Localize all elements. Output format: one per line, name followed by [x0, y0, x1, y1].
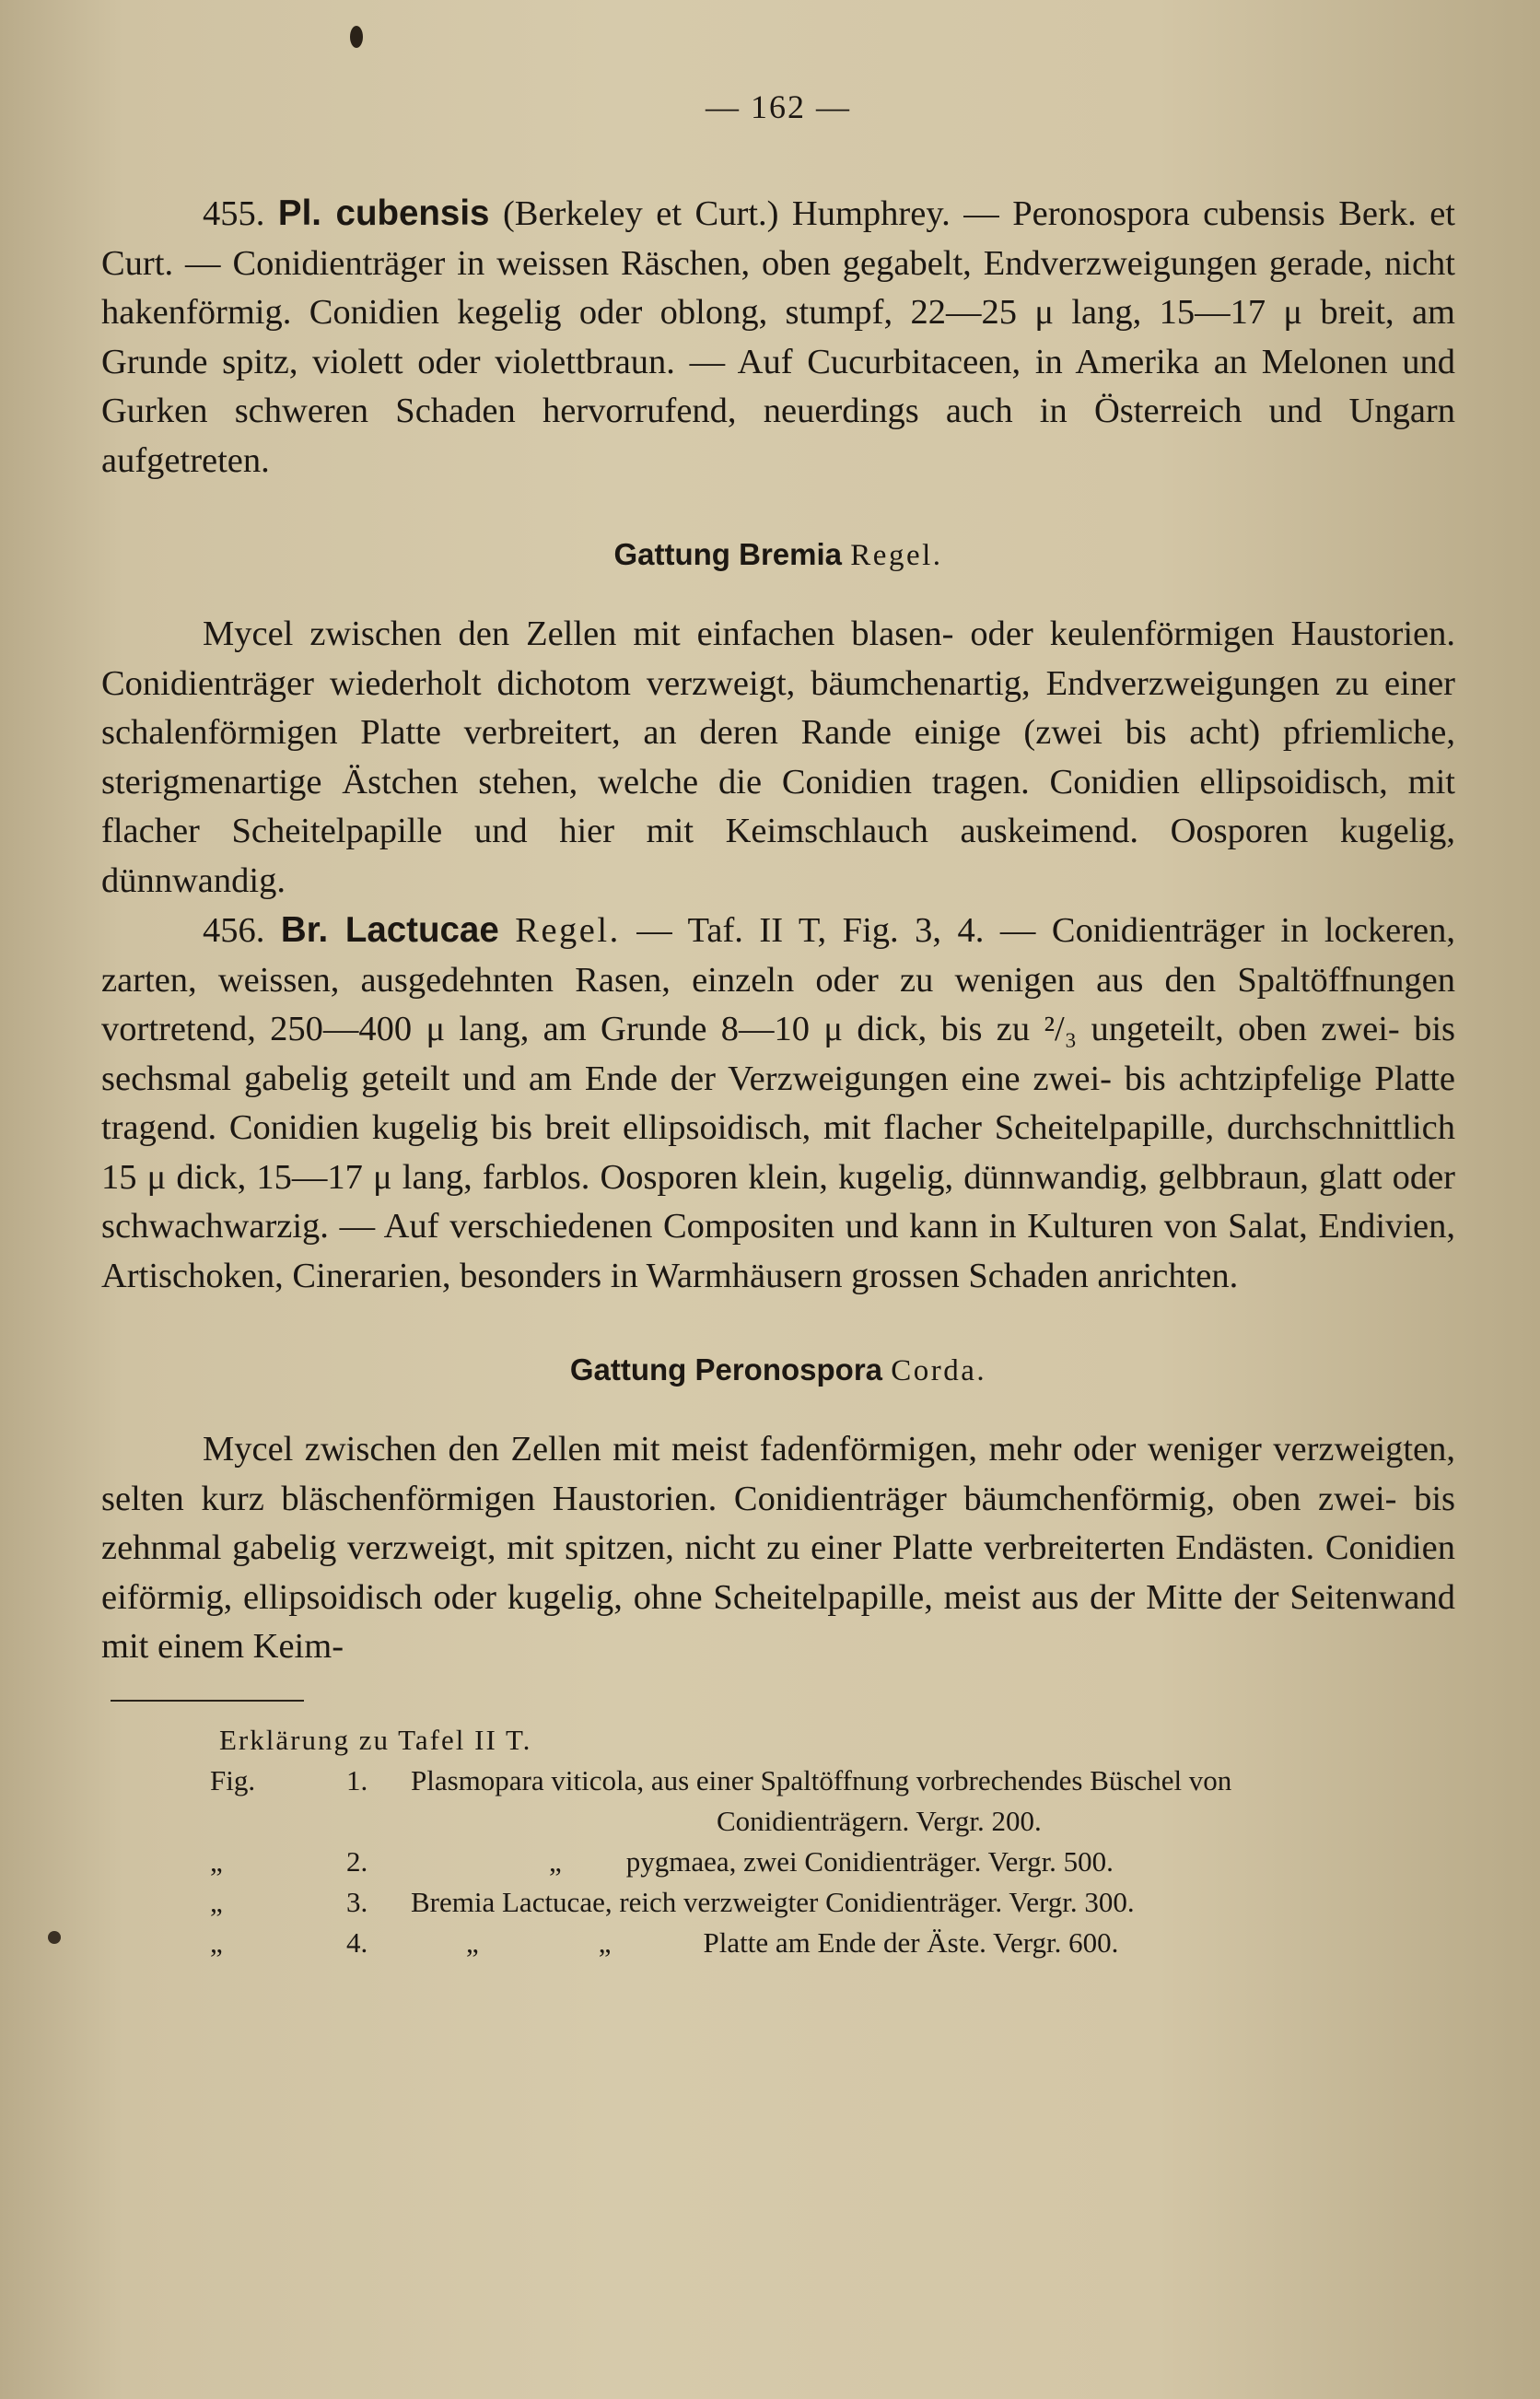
fig-caption: Bremia Lactucae, reich verzweigter Conidienträger. Vergr. 300.	[411, 1885, 1135, 1918]
entry-number: 456.	[203, 911, 265, 950]
fig-caption: Plasmopara viticola, aus einer Spaltöffnung vorbrechendes Büschel von	[411, 1763, 1232, 1796]
fig-number: 1.	[346, 1763, 368, 1796]
fig-label: „	[210, 1885, 223, 1918]
entry-text: (Berkeley et Curt.) Humphrey. — Peronospora cubensis Berk. et Curt. — Conidienträger in weissen Räschen, oben gegabelt, Endverzweigungen gerade, nicht hakenförmig. Conidien kegelig oder oblong, stumpf, 22—25 μ lang, 15—17 μ breit, am Grunde spitz, violett oder violettbraun. — Auf Cucurbitaceen, in Amerika an Melonen und Gurken schweren Schaden hervorrufend, neuerdings auch in Österreich und Ungarn aufgetreten.	[101, 194, 1456, 480]
genus-heading-bremia	[101, 537, 1455, 573]
entry-text: — Taf. II T, Fig. 3, 4. — Conidienträger in lockeren, zarten, weissen, ausgedehnten Rasen, einzeln oder zu wenigen aus den Spaltöffnungen vortretend, 250—400 μ lang, am Grunde 8—10 μ dick, bis zu ²/₃ ungeteilt, oben zwei- bis sechsmal gabelig geteilt und am Ende der Verzweigungen eine zwei- bis achtzipfelige Platte tragend. Conidien kugelig bis breit ellipsoidisch, mit flacher Scheitelpapille, durchschnittlich 15 μ dick, 15—17 μ lang, farblos. Oosporen klein, kugelig, dünnwandig, gelbbraun, glatt oder schwachwarzig. — Auf verschiedenen Compositen und kann in Kulturen von Salat, Endivien, Artischoken, Cinerarien, besonders in Warmhäusern grossen Schaden anrichten.	[101, 911, 1455, 1295]
fig-caption: pygmaea, zwei Conidienträger. Vergr. 500.	[625, 1844, 1114, 1878]
fig-label: „	[210, 1844, 223, 1878]
page-number: — 162 —	[706, 88, 851, 125]
fig-caption-continuation: Conidienträgern. Vergr. 200.	[717, 1804, 1042, 1837]
fig-caption: Platte am Ende der Äste. Vergr. 600.	[703, 1925, 1119, 1959]
genus-author: Regel.	[850, 539, 943, 572]
footnote-title: Erklärung zu Tafel II T.	[219, 1723, 532, 1756]
ditto-mark: „	[466, 1925, 479, 1959]
entry-455	[101, 189, 1455, 486]
species-name: Pl. cubensis	[277, 193, 490, 233]
fig-label: „	[210, 1925, 223, 1959]
genus-label: Gattung Bremia	[613, 537, 843, 571]
fig-number: 4.	[346, 1925, 368, 1959]
entry-number: 455.	[203, 194, 265, 233]
footnote-row	[101, 1761, 1455, 1801]
footnote-row	[101, 1842, 1455, 1882]
genus-heading-peronospora	[101, 1352, 1455, 1388]
footnote-rule	[111, 1700, 304, 1702]
ink-speck	[350, 26, 363, 48]
genus-author: Corda.	[891, 1354, 987, 1387]
ink-speck	[48, 1931, 61, 1944]
footnote-row	[101, 1923, 1455, 1963]
species-name: Br. Lactucae	[280, 910, 499, 950]
genus-description: Mycel zwischen den Zellen mit einfachen blasen- oder keulenförmigen Haustorien. Conidienträger wiederholt dichotom verzweigt, bäumchenartig, Endverzweigungen zu einer schalenförmigen Platte verbreitert, an deren Rande einige (zwei bis acht) pfriemliche, sterigmenartige Ästchen stehen, welche die Conidien tragen. Conidien ellipsoidisch, mit flacher Scheitelpapille und hier mit Keimschlauch auskeimend. Oosporen kugelig, dünnwandig.	[101, 614, 1455, 900]
footnote	[101, 1720, 1455, 1963]
entry-456	[101, 906, 1455, 1301]
genus-description: Mycel zwischen den Zellen mit meist fadenförmigen, mehr oder weniger verzweigten, selten kurz bläschenförmigen Haustorien. Conidienträger bäumchenförmig, oben zwei- bis zehnmal gabelig verzweigt, mit spitzen, nicht zu einer Platte verbreiterten Endästen. Conidien eiförmig, ellipsoidisch oder kugelig, ohne Scheitelpapille, meist aus der Mitte der Seitenwand mit einem Keim-	[101, 1430, 1455, 1666]
fig-number: 2.	[346, 1844, 368, 1878]
fig-number: 3.	[346, 1885, 368, 1918]
footnote-row	[101, 1882, 1455, 1923]
ditto-mark: „	[598, 1925, 612, 1959]
book-page	[101, 88, 1455, 1963]
genus-label: Gattung Peronospora	[569, 1352, 883, 1387]
fig-label: Fig.	[210, 1763, 256, 1796]
ditto-mark: „	[549, 1844, 562, 1878]
species-author: Regel.	[515, 911, 621, 950]
